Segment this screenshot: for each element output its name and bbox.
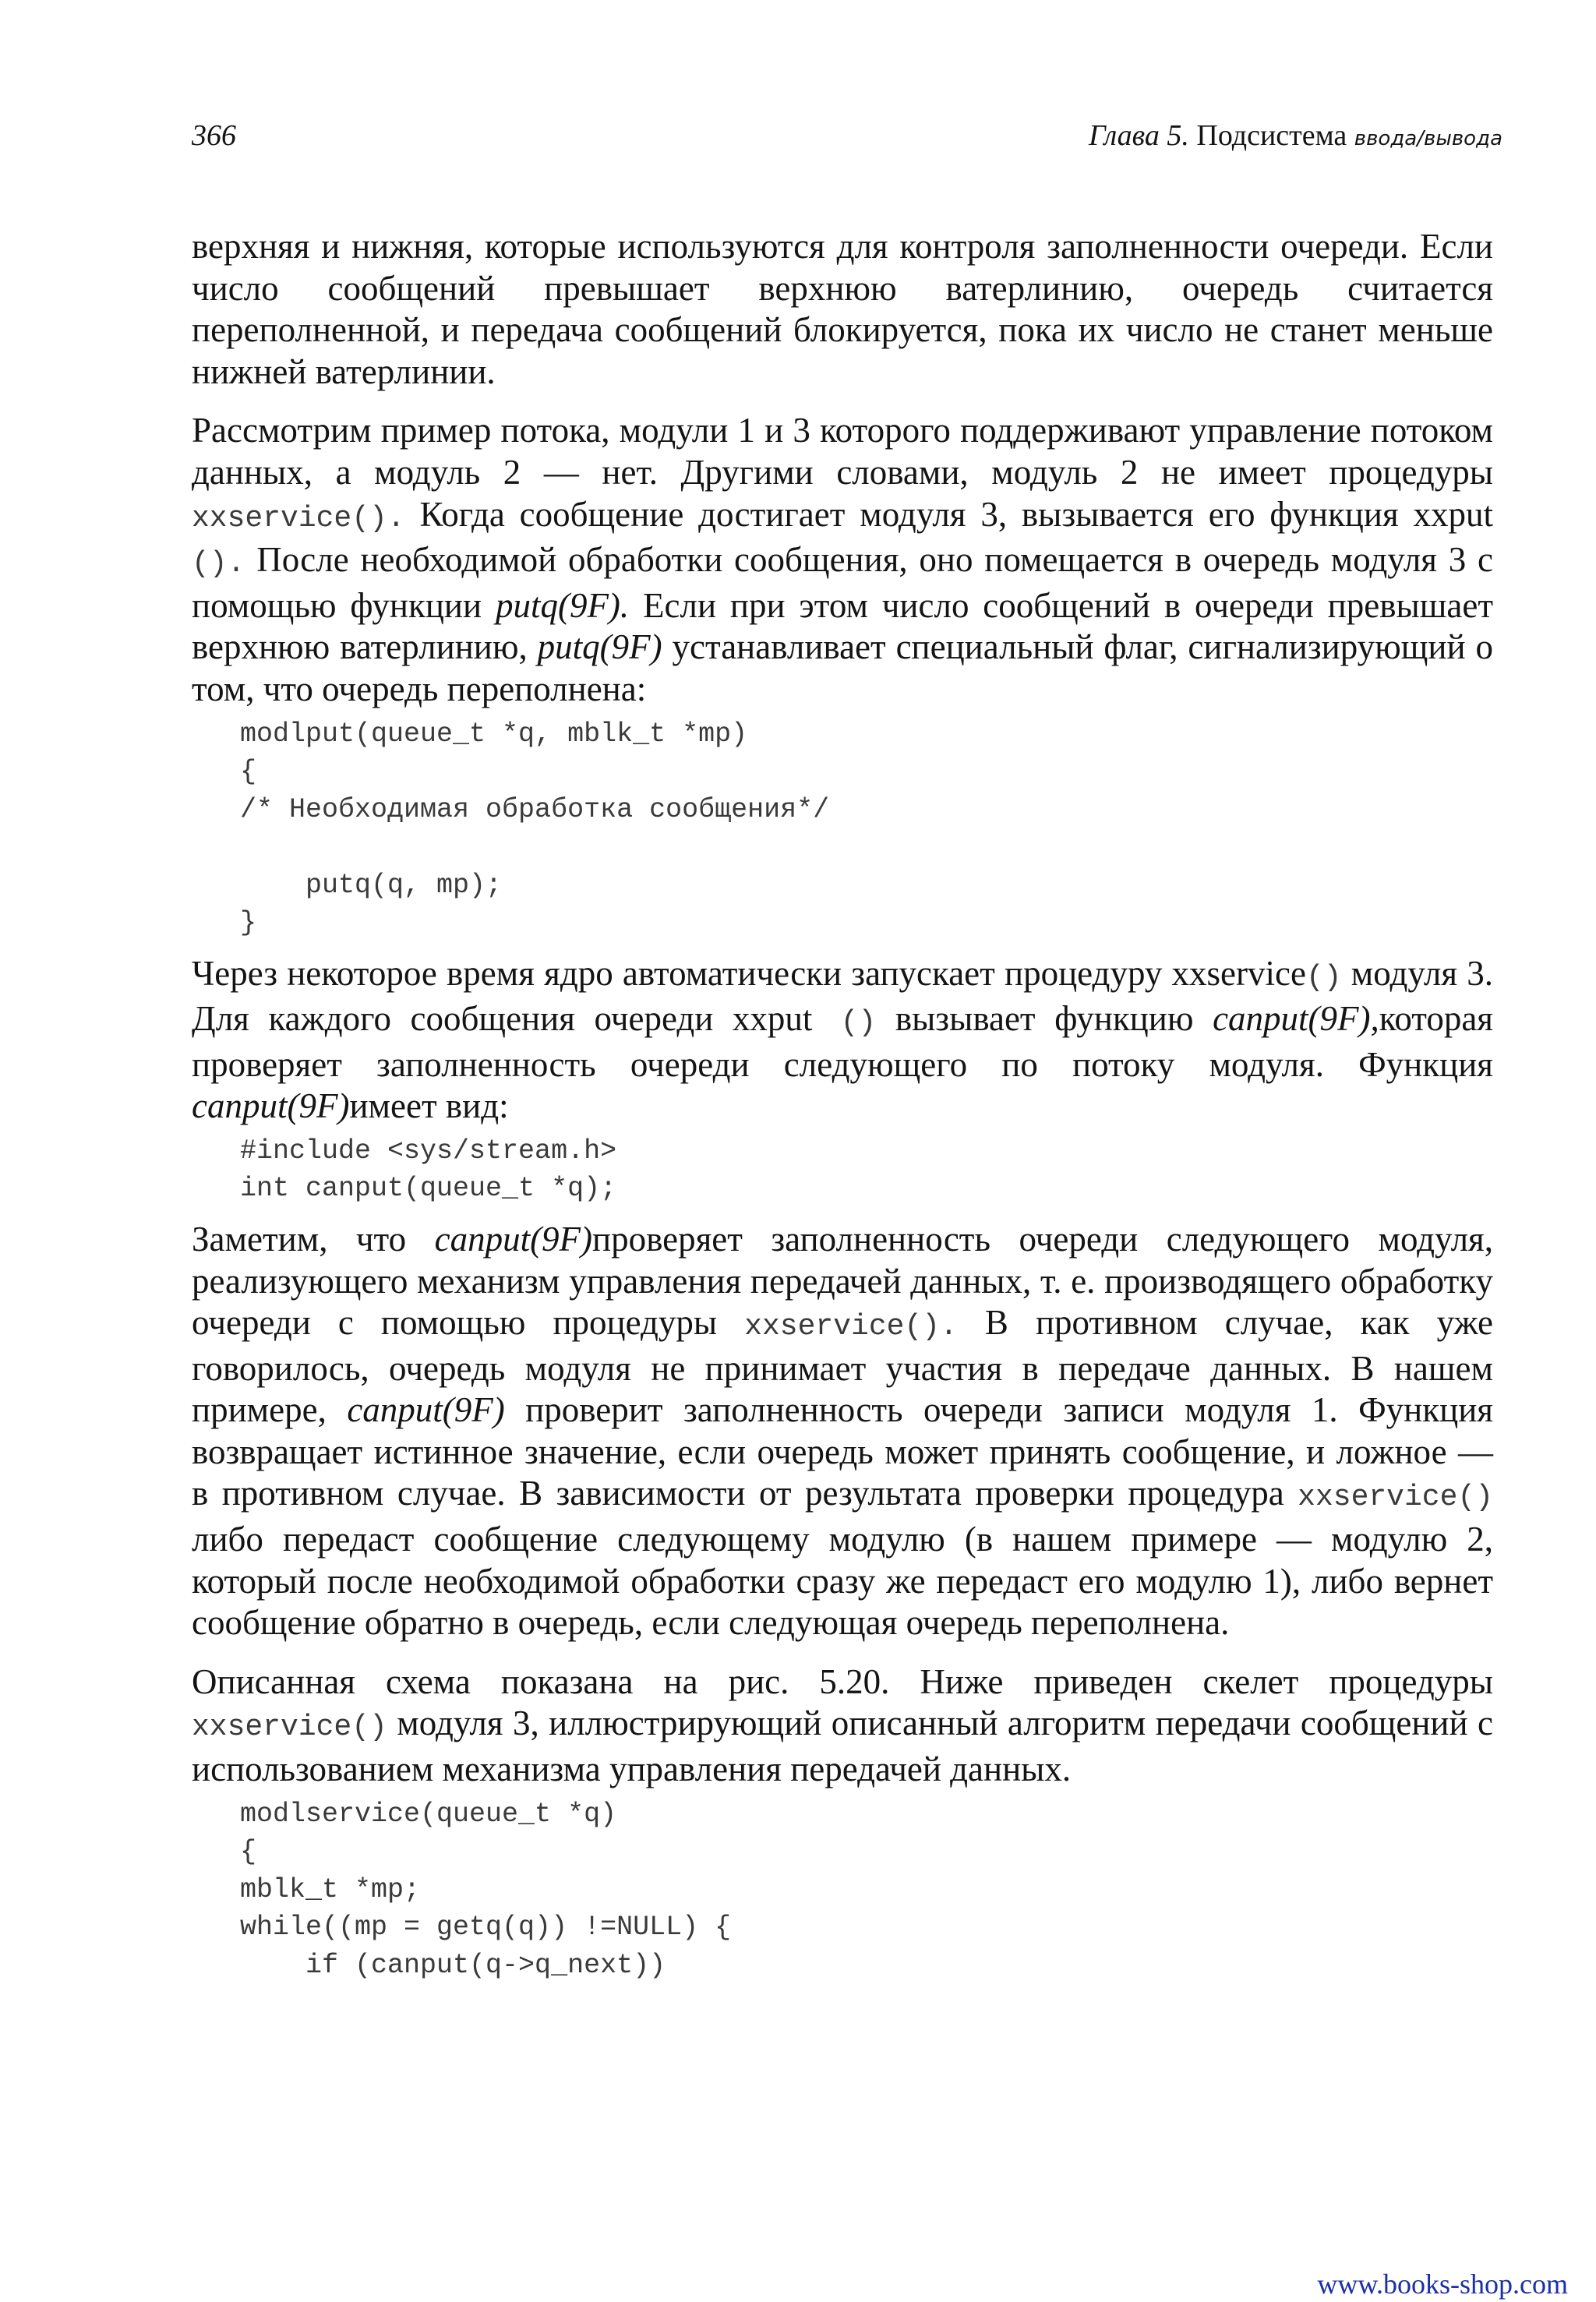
- inline-code: (): [812, 1006, 877, 1040]
- paragraph-5: [192, 1661, 1493, 1791]
- inline-code: xxservice().: [192, 501, 405, 535]
- chapter-name-smallcaps: ввода/вывода: [1354, 127, 1502, 150]
- code-block-canput: #include <sys/stream.h> int canput(queue_t *q);: [240, 1135, 617, 1205]
- function-ref: putq(9F).: [495, 585, 630, 625]
- text-run: вызывает функцию: [876, 999, 1213, 1039]
- text-run: Когда сообщение достигает модуля 3, вызывается его функция xxput: [404, 494, 1493, 534]
- text-run: Если при этом число сообщений в очереди превышает верхнюю ватерлинию,: [192, 585, 1493, 667]
- page-number: 366: [192, 119, 236, 152]
- inline-code: xxservice(): [1298, 1481, 1493, 1515]
- function-ref: canput(9F): [434, 1219, 593, 1259]
- text-run: Рассмотрим пример потока, модули 1 и 3 которого поддерживают управление потоком данных, а модуль 2 — нет. Другими словами, модуль 2 не имеет процедуры: [192, 411, 1493, 492]
- chapter-name: Подсистема: [1196, 119, 1347, 152]
- code-block-modlservice: modlservice(queue_t *q) { mblk_t *mp; while((mp = getq(q)) !=NULL) { if (canput(q->q_next)): [240, 1798, 732, 1981]
- inline-code: xxservice(): [192, 1711, 387, 1745]
- text-run: Заметим, что: [192, 1219, 435, 1259]
- text-run: устанавливает специальный флаг, сигнализирующий о том, что очередь переполнена:: [192, 627, 1493, 708]
- inline-code: (): [1305, 960, 1342, 994]
- function-ref: canput(9F): [347, 1390, 505, 1430]
- text-run: После необходимой обработки сообщения, оно помещается в очередь модуля 3 с помощью функции: [192, 540, 1493, 625]
- text-run: которая проверяет заполненность очереди следующего по потоку модуля. Функция: [192, 999, 1493, 1084]
- text-run: модуля 3. Для каждого сообщения очереди xxput: [192, 953, 1493, 1039]
- text-run: проверит заполненность очереди записи модуля 1. Функция возвращает истинное значение, если очередь может принять сообщение, и ложное — в противном случае. В зависимости от результата проверки процедура: [192, 1390, 1493, 1513]
- page-body: [192, 226, 1493, 1995]
- running-header: [192, 118, 1502, 165]
- text-run: модуля 3, иллюстрирующий описанный алгоритм передачи сообщений с использованием механизма управления передачей данных.: [192, 1704, 1493, 1789]
- chapter-title: [1089, 118, 1502, 153]
- footer-watermark-link[interactable]: www.books-shop.com: [1317, 2268, 1568, 2300]
- text-run: имеет вид:: [349, 1086, 509, 1126]
- function-ref: putq(9F): [537, 627, 662, 667]
- function-ref: canput(9F): [192, 1086, 350, 1126]
- text-run: Описанная схема показана на рис. 5.20. Ниже приведен скелет процедуры: [192, 1661, 1493, 1701]
- code-block-modlput: modlput(queue_t *q, mblk_t *mp) { /* Необходимая обработка сообщения*/ putq(q, mp); }: [240, 718, 830, 939]
- chapter-label: Глава 5.: [1089, 119, 1189, 152]
- inline-code: ().: [192, 547, 245, 581]
- function-ref: canput(9F),: [1213, 999, 1379, 1039]
- text-run: либо передаст сообщение следующему модулю (в нашем примере — модулю 2, который после необходимой обработки сразу же передаст его модулю 1), либо вернет сообщение обратно в очередь, если следующая очередь переполнена.: [192, 1520, 1493, 1643]
- text-run: В противном случае, как уже говорилось, очередь модуля не принимает участия в передаче данных. В нашем примере,: [192, 1303, 1493, 1430]
- paragraph-2: [192, 410, 1493, 710]
- text-run: проверяет заполненность очереди следующего модуля, реализующего механизм управления передачей данных, т. е. производящего обработку очереди с помощью процедуры: [192, 1219, 1493, 1343]
- inline-code: xxservice().: [744, 1310, 958, 1344]
- paragraph-3: [192, 953, 1493, 1128]
- paragraph-1: верхняя и нижняя, которые используются для контроля заполненности очереди. Если число сообщений превышает верхнюю ватерлинию, очередь считается переполненной, и передача сообщений блокируется, пока их число не станет меньше нижней ватерлинии.: [192, 227, 1493, 391]
- text-run: Через некоторое время ядро автоматически запускает процедуру xxservice: [192, 953, 1306, 993]
- paragraph-4: [192, 1219, 1493, 1644]
